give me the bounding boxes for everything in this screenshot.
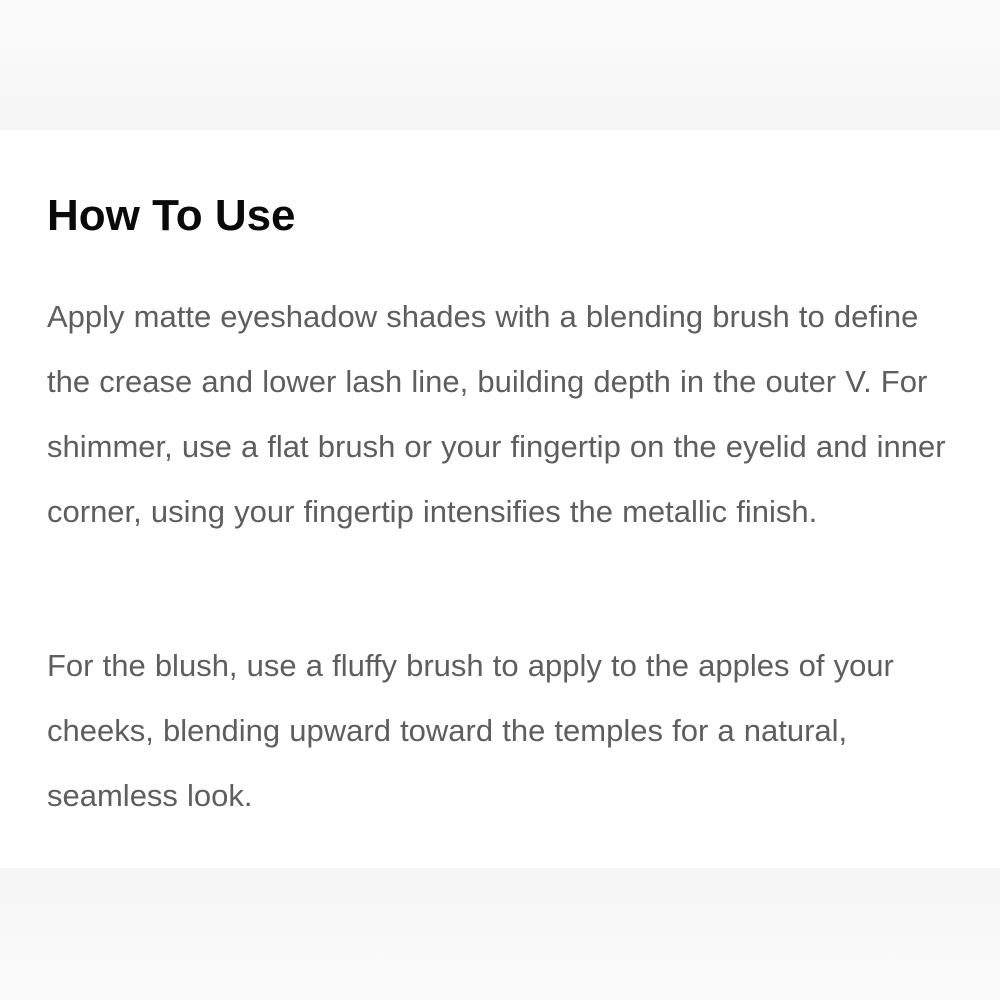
section-heading: How To Use <box>47 191 296 240</box>
instructions-paragraph-eyeshadow: Apply matte eyeshadow shades with a blending brush to define the crease and lower lash line, building depth in the outer V. For shimmer, use a flat brush or your fingertip on the eyelid and inner corner, using your fingertip intensifies the metallic finish. <box>47 299 946 529</box>
bottom-background-band <box>0 868 1000 1000</box>
how-to-use-card <box>0 130 1000 868</box>
instructions-paragraph-blush: For the blush, use a fluffy brush to apply to the apples of your cheeks, blending upward toward the temples for a natural, seamless look. <box>47 648 894 813</box>
top-background-band <box>0 0 1000 130</box>
